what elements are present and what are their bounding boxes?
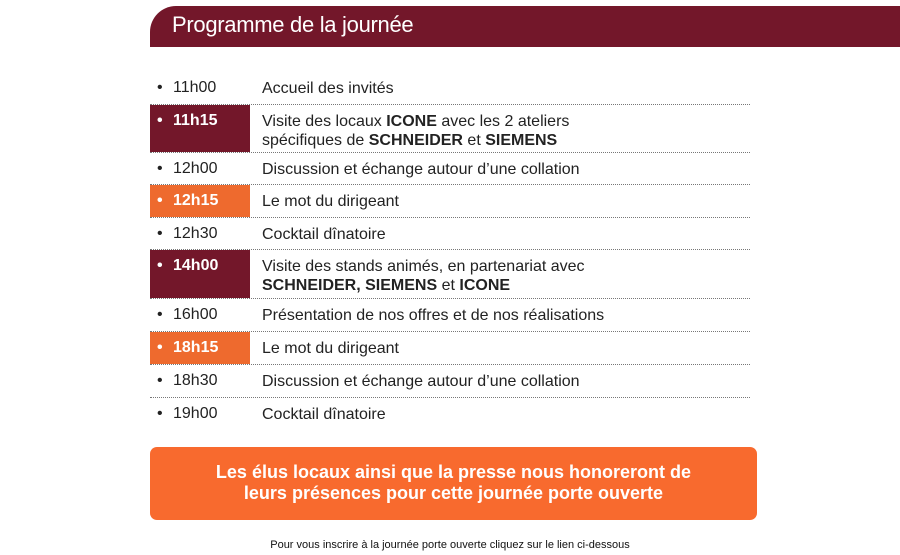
schedule-row	[150, 365, 750, 398]
registration-note: Pour vous inscrire à la journée porte ouverte cliquez sur le lien ci-dessous	[270, 539, 630, 551]
bullet: •	[157, 257, 163, 274]
description-text: Discussion et échange autour d’une collation	[262, 161, 580, 178]
description-emphasis: SIEMENS	[485, 132, 558, 149]
schedule-row	[150, 72, 750, 105]
time-label: 18h15	[173, 339, 219, 356]
schedule-description	[250, 153, 580, 184]
schedule-list	[150, 72, 750, 430]
schedule-time	[150, 299, 250, 331]
schedule-time	[150, 365, 250, 397]
schedule-row	[150, 105, 750, 153]
schedule-time	[150, 153, 250, 184]
bullet: •	[157, 405, 163, 422]
schedule-row	[150, 299, 750, 332]
description-text: Le mot du dirigeant	[262, 193, 399, 210]
bullet: •	[157, 306, 163, 323]
bullet: •	[157, 112, 163, 129]
time-label: 18h30	[173, 372, 218, 389]
bullet: •	[157, 79, 163, 96]
bullet: •	[157, 339, 163, 356]
description-text: spécifiques de	[262, 132, 369, 149]
time-label: 12h30	[173, 225, 218, 242]
time-label: 16h00	[173, 306, 218, 323]
bullet: •	[157, 372, 163, 389]
time-label: 12h00	[173, 160, 218, 177]
press-announcement-banner	[150, 447, 757, 520]
time-label: 14h00	[173, 257, 219, 274]
time-label: 19h00	[173, 405, 218, 422]
description-emphasis: SCHNEIDER, SIEMENS	[262, 277, 438, 294]
schedule-row	[150, 332, 750, 365]
schedule-description	[250, 365, 580, 397]
time-label: 11h15	[173, 112, 218, 129]
time-label: 12h15	[173, 192, 219, 209]
description-emphasis: SCHNEIDER	[368, 132, 463, 149]
banner-line: Les élus locaux ainsi que la presse nous honoreront de	[215, 462, 692, 482]
description-text: Cocktail dînatoire	[262, 226, 386, 243]
schedule-time	[150, 250, 250, 298]
schedule-description	[250, 105, 569, 152]
schedule-row	[150, 153, 750, 185]
description-text: Accueil des invités	[262, 80, 394, 97]
schedule-time	[150, 72, 250, 104]
banner-line: leurs présences pour cette journée porte ouverte	[243, 483, 664, 503]
schedule-row	[150, 218, 750, 250]
schedule-description	[250, 299, 604, 331]
description-text: et	[437, 277, 460, 294]
schedule-time	[150, 105, 250, 152]
description-text: Cocktail dînatoire	[262, 406, 386, 423]
description-text: Visite des stands animés, en partenariat avec	[262, 258, 585, 275]
description-text: et	[462, 132, 486, 149]
time-label: 11h00	[173, 79, 217, 96]
schedule-time	[150, 185, 250, 217]
description-emphasis: ICONE	[386, 113, 437, 130]
schedule-row	[150, 398, 750, 430]
header-bar	[150, 6, 900, 47]
description-text: Le mot du dirigeant	[262, 340, 399, 357]
bullet: •	[157, 225, 163, 242]
schedule-description	[250, 332, 399, 364]
schedule-description	[250, 250, 585, 298]
description-emphasis: ICONE	[459, 277, 511, 294]
schedule-row	[150, 250, 750, 299]
description-text: Discussion et échange autour d’une collation	[262, 373, 580, 390]
description-text: Présentation de nos offres et de nos réalisations	[262, 307, 605, 324]
description-text: avec les 2 ateliers	[436, 113, 570, 130]
schedule-description	[250, 398, 386, 430]
schedule-row	[150, 185, 750, 218]
bullet: •	[157, 160, 163, 177]
schedule-description	[250, 72, 394, 104]
bullet: •	[157, 192, 163, 209]
schedule-description	[250, 218, 386, 249]
schedule-time	[150, 398, 250, 430]
schedule-description	[250, 185, 399, 217]
description-text: Visite des locaux	[262, 113, 387, 130]
schedule-time	[150, 332, 250, 364]
page-title: Programme de la journée	[172, 12, 414, 37]
schedule-time	[150, 218, 250, 249]
